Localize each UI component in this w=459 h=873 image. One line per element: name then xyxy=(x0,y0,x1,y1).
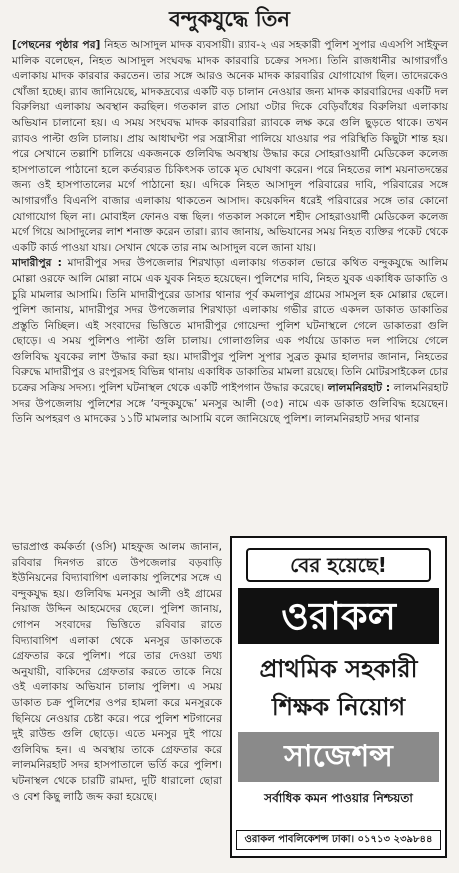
paragraph-lead: লালমনিরহাট : xyxy=(327,382,391,395)
ad-announcement: বের হয়েছে! xyxy=(246,548,431,582)
paragraph-2 xyxy=(12,256,448,428)
headline: বন্দুকযুদ্ধে তিন xyxy=(169,6,290,31)
paragraph-lead: [পেছনের পৃষ্ঠার পর] xyxy=(12,39,101,51)
ad-publisher: ওরাকল পাবলিকেশন্স ঢাকা। ০১৭১৩ ২৩৯৮৪৪ xyxy=(236,830,441,850)
paragraph-text: মাদারীপুর সদর উপজেলার শিরখাড়া এলাকায় গতকাল ভোরে কথিত বন্দুকযুদ্ধে আলিম মোল্লা ওরফে আলি মোল্লা নামে এক যুবক নিহত হয়েছেন। পুলিশের দাবি, নিহত যুবক একাধিক ডাকাতি ও চুরি মামলার আসামি। তিনি মাদারীপুরের ডাসার থানার পূর্ব কমলাপুর গ্রামের সামসুল হক মোল্লার ছেলে। পুলিশ জানায়, মাদারীপুর সদর উপজেলার শিরখাড়া এলাকায় গভীর রাতে একদল ডাকাত ডাকাতির প্রস্তুতি নিচ্ছিল। এই সংবাদের ভিত্তিতে মাদারীপুর গোয়েন্দা পুলিশ ঘটনাস্থলে গেলে ডাকাতরা গুলি ছোড়ে। এ সময় পুলিশও পাল্টা গুলি চালায়। গোলাগুলির এক পর্যায়ে ডাকাত দল পালিয়ে গেলে গুলিবিদ্ধ যুবকের লাশ উদ্ধার করা হয়। মাদারীপুর পুলিশ সুপার সুব্রত কুমার হালদার জানান, নিহতের বিরুদ্ধে মাদারীপুর ও রংপুরসহ বিভিন্ন থানায় একাধিক ডাকাতির মামলা রয়েছে। তিনি মোটরসাইকেল চোর চক্রের সক্রিয় সদস্য। পুলিশ ঘটনাস্থল থেকে একটি পাইপগান উদ্ধার করেছে। xyxy=(12,257,448,395)
paragraph-lead: মাদারীপুর : xyxy=(12,257,62,270)
article-continuation: ভারপ্রাপ্ত কর্মকর্তা (ওসি) মাহফুজ আলম জানান, রবিবার দিনগত রাতে উপজেলার বড়বাড়ি ইউনিয়নের বিদ্যাবাগিশ এলাকায় পুলিশের সঙ্গে এ বন্দুকযুদ্ধ হয়। গুলিবিদ্ধ মনসুর আলী ওই গ্রামের নিয়াজ উদ্দিন আহমেদের ছেলে। পুলিশ জানায়, গোপন সংবাদের ভিত্তিতে রবিবার রাতে বিদ্যাবাগিশ এলাকা থেকে মনসুর ডাকাতকে গ্রেফতার করে পুলিশ। পরে তার দেওয়া তথ্য অনুযায়ী, বাকিদের গ্রেফতার করতে তাকে নিয়ে ওই এলাকায় অভিযান চালায় পুলিশ। এ সময় ডাকাত চক্র পুলিশের ওপর হামলা করে মনসুরকে ছিনিয়ে নেওয়ার চেষ্টা করে। পরে পুলিশ শটগানের দুই রাউন্ড গুলি ছোড়ে। এতে মনসুর দুই পায়ে গুলিবিদ্ধ হন। এ অবস্থায় তাকে গ্রেফতার করে লালমনিরহাট সদর হাসপাতালে ভর্তি করে পুলিশ। ঘটনাস্থল থেকে চারটি রামদা, দুটি ধারালো ছোরা ও বেশ কিছু লাঠি জব্দ করা হয়েছে। xyxy=(12,541,222,803)
paragraph-text: লালমনিরহাট সদর উপজেলায় পুলিশের সঙ্গে ‘বন্দুকযুদ্ধে’ মনসুর আলী (৩৫) নামে এক ডাকাত গুলিবিদ্ধ হয়েছেন। তিনি অপহরণ ও মাদকের ১১টি মামলার আসামি বলে জানিয়েছে পুলিশ। লালমনিরহাট সদর থানার xyxy=(12,382,449,426)
article-body xyxy=(12,38,448,428)
paragraph-text: নিহত আসাদুল মাদক ব্যবসায়ী। র‍্যাব-২ এর সহকারী পুলিশ সুপার এএসপি সাইফুল মালিক বলেছেন, নিহত আসাদুল সংঘবদ্ধ মাদক কারবারি চক্রের সদস্য। তিনি রাজধানীর আগারগাঁও এলাকায় মাদক কারবার করতেন। তার সঙ্গে আরও অনেক মাদক কারবারির যোগাযোগ ছিল। তাদেরকেও খোঁজা হচ্ছে। র‍্যাব জানিয়েছে, মাদকদ্রব্যের একটি বড় চালান নেওয়ার জন্য মাদক কারবারিদের একটি দল বিরুলিয়া এলাকায় অবস্থান করছিল। গতকাল রাত সোয়া ৩টার দিকে বেড়িবাঁধের বিরুলিয়া এলাকায় অভিযান চালানো হয়। এ সময় সংঘবদ্ধ মাদক কারবারিরা র‍্যাবকে লক্ষ করে গুলি ছুড়তে থাকে। তখন র‍্যাবও পাল্টা গুলি চালায়। প্রায় আধাঘণ্টা পর সন্ত্রাসীরা পালিয়ে যাওয়ার পর পরিস্থিতি কিছুটা শান্ত হয়। পরে সেখানে তল্লাশি চালিয়ে একজনকে গুলিবিদ্ধ অবস্থায় উদ্ধার করে সোহরাওয়ার্দী মেডিকেল কলেজ হাসপাতালে পাঠানো হলে কর্তব্যরত চিকিৎসক তাকে মৃত ঘোষণা করেন। পরে নিহতের লাশ ময়নাতদন্তের জন্য ওই হাসপাতালের মর্গে পাঠানো হয়। এদিকে নিহত আসাদুল পরিবারের দাবি, পরিবারের সঙ্গে আগারগাঁও বিএনপি বাজার এলাকায় থাকতেন আসাদ। কয়েকদিন ধরেই পরিবারের সঙ্গে তার কোনো যোগাযোগ ছিল না। মোবাইল ফোনও বন্ধ ছিল। গতকাল সকালে শহীদ সোহরাওয়ার্দী মেডিকেল কলেজ মর্গে গিয়ে আসাদুলের লাশ শনাক্ত করেন তারা। র‍্যাব জানায়, অভিযানের সময় নিহত ব্যক্তির পকেট থেকে একটি কার্ড পাওয়া যায়। সেখান থেকে তার নাম আসাদুল বলে জানা যায়। xyxy=(12,39,448,254)
ad-line-4: শিক্ষক নিয়োগ xyxy=(271,693,406,721)
advertisement xyxy=(230,536,447,858)
ad-brand: ওরাকল xyxy=(238,588,439,644)
paragraph-1 xyxy=(12,38,448,256)
ad-suggestion: সাজেশন্স xyxy=(238,732,439,782)
ad-line-3: প্রাথমিক সহকারী xyxy=(259,655,418,683)
ad-tagline: সর্বাধিক কমন পাওয়ার নিশ্চয়তা xyxy=(264,791,413,805)
